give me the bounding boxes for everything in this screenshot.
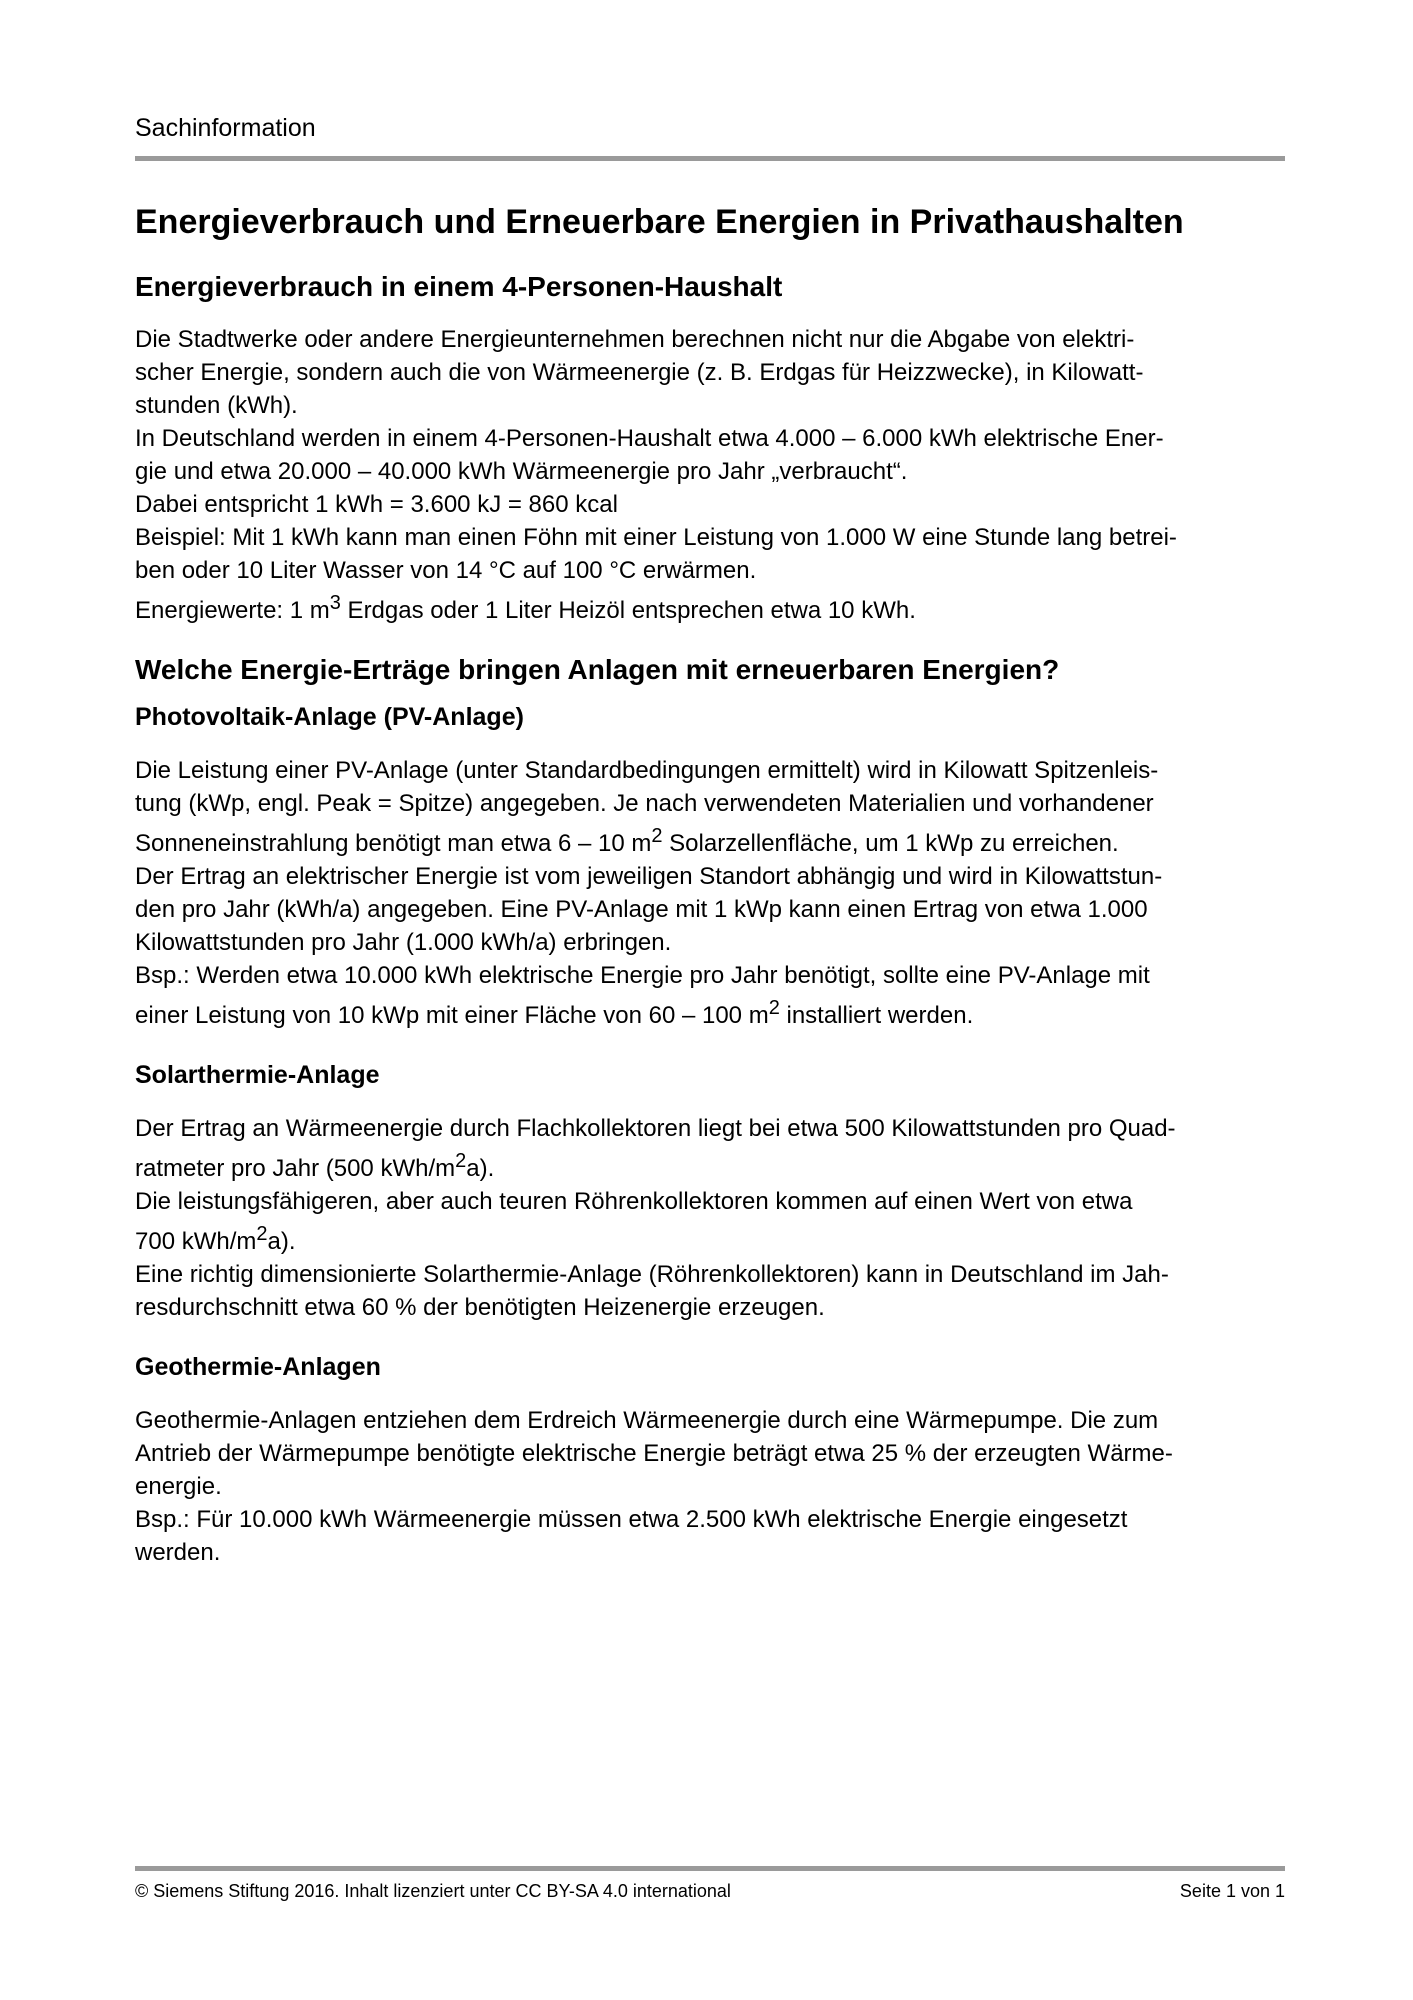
header-label: Sachinformation bbox=[135, 114, 316, 142]
text-line: Eine richtig dimensionierte Solarthermie-Anlage (Röhrenkollektoren) kann in Deutschland im Jah- bbox=[135, 1261, 1169, 1288]
document-body bbox=[135, 200, 1285, 1569]
section-geo-text bbox=[135, 1404, 1285, 1569]
section-pv-text bbox=[135, 754, 1285, 1032]
text-line: energie. bbox=[135, 1473, 222, 1500]
text-line: Die Leistung einer PV-Anlage (unter Standardbedingungen ermittelt) wird in Kilowatt Spitzenleis- bbox=[135, 757, 1159, 784]
footer-rule bbox=[135, 1866, 1285, 1871]
text-line: gie und etwa 20.000 – 40.000 kWh Wärmeenergie pro Jahr „verbraucht“. bbox=[135, 458, 908, 485]
section-heading-consumption: Energieverbrauch in einem 4-Personen-Haushalt bbox=[135, 271, 783, 302]
text-line: Der Ertrag an elektrischer Energie ist vom jeweiligen Standort abhängig und wird in Kilowattstun- bbox=[135, 863, 1163, 890]
text-line: Beispiel: Mit 1 kWh kann man einen Föhn mit einer Leistung von 1.000 W eine Stunde lang betrei- bbox=[135, 524, 1177, 551]
text-line: Antrieb der Wärmepumpe benötigte elektrische Energie beträgt etwa 25 % der erzeugten Wärme- bbox=[135, 1440, 1173, 1467]
header-rule bbox=[135, 156, 1285, 161]
text-line: ratmeter pro Jahr (500 kWh/$m^2a$). bbox=[135, 1150, 495, 1182]
text-line: stunden (kWh). bbox=[135, 392, 298, 419]
section-consumption-text bbox=[135, 323, 1285, 627]
text-line: Geothermie-Anlagen entziehen dem Erdreich Wärmeenergie durch eine Wärmepumpe. Die zum bbox=[135, 1407, 1159, 1434]
text-line: Die leistungsfähigeren, aber auch teuren Röhrenkollektoren kommen auf einen Wert von etwa bbox=[135, 1188, 1133, 1215]
footer-page-number: Seite 1 von 1 bbox=[1179, 1881, 1285, 1901]
text-line: Energiewerte: 1 $m^3$ Erdgas oder 1 Liter Heizöl entsprechen etwa 10 kWh. bbox=[135, 592, 916, 624]
text-line: scher Energie, sondern auch die von Wärmeenergie (z. B. Erdgas für Heizzwecke), in Kilowatt- bbox=[135, 359, 1144, 386]
section-heading-renewables: Welche Energie-Erträge bringen Anlagen mit erneuerbaren Energien? bbox=[135, 654, 1060, 685]
text-line: den pro Jahr (kWh/a) angegeben. Eine PV-Anlage mit 1 kWp kann einen Ertrag von etwa 1.000 bbox=[135, 896, 1148, 923]
text-line: Die Stadtwerke oder andere Energieunternehmen berechnen nicht nur die Abgabe von elektri- bbox=[135, 326, 1135, 353]
text-line: 700 kWh/$m^2a$). bbox=[135, 1223, 296, 1255]
text-line: In Deutschland werden in einem 4-Personen-Haushalt etwa 4.000 – 6.000 kWh elektrische Ener- bbox=[135, 425, 1164, 452]
text-line: Bsp.: Werden etwa 10.000 kWh elektrische Energie pro Jahr benötigt, sollte eine PV-Anlage mit bbox=[135, 962, 1150, 989]
footer-license: © Siemens Stiftung 2016. Inhalt lizenziert unter CC BY-SA 4.0 international bbox=[135, 1881, 731, 1901]
text-line: Der Ertrag an Wärmeenergie durch Flachkollektoren liegt bei etwa 500 Kilowattstunden pro Quad- bbox=[135, 1115, 1176, 1142]
heading-geothermie: Geothermie-Anlagen bbox=[135, 1353, 381, 1381]
text-line: Dabei entspricht 1 kWh = 3.600 kJ = 860 kcal bbox=[135, 491, 618, 518]
text-line: Kilowattstunden pro Jahr (1.000 kWh/a) erbringen. bbox=[135, 929, 672, 956]
section-solar-text bbox=[135, 1112, 1285, 1324]
text-line: Bsp.: Für 10.000 kWh Wärmeenergie müssen etwa 2.500 kWh elektrische Energie eingesetzt bbox=[135, 1506, 1128, 1533]
document-title: Energieverbrauch und Erneuerbare Energien in Privathaushalten bbox=[135, 203, 1184, 241]
heading-photovoltaik: Photovoltaik-Anlage (PV-Anlage) bbox=[135, 703, 524, 731]
text-line: Sonneneinstrahlung benötigt man etwa 6 – 10 $m^2$ Solarzellenfläche, um 1 kWp zu erreichen. bbox=[135, 825, 1119, 857]
text-line: resdurchschnitt etwa 60 % der benötigten Heizenergie erzeugen. bbox=[135, 1294, 825, 1321]
text-line: ben oder 10 Liter Wasser von 14 °C auf 100 °C erwärmen. bbox=[135, 557, 757, 584]
document-page bbox=[135, 0, 1285, 2000]
text-line: werden. bbox=[135, 1539, 221, 1566]
text-line: einer Leistung von 10 kWp mit einer Fläche von 60 – 100 $m^2$ installiert werden. bbox=[135, 997, 974, 1029]
text-line: tung (kWp, engl. Peak = Spitze) angegeben. Je nach verwendeten Materialien und vorhandener bbox=[135, 790, 1154, 817]
heading-solarthermie: Solarthermie-Anlage bbox=[135, 1061, 380, 1089]
